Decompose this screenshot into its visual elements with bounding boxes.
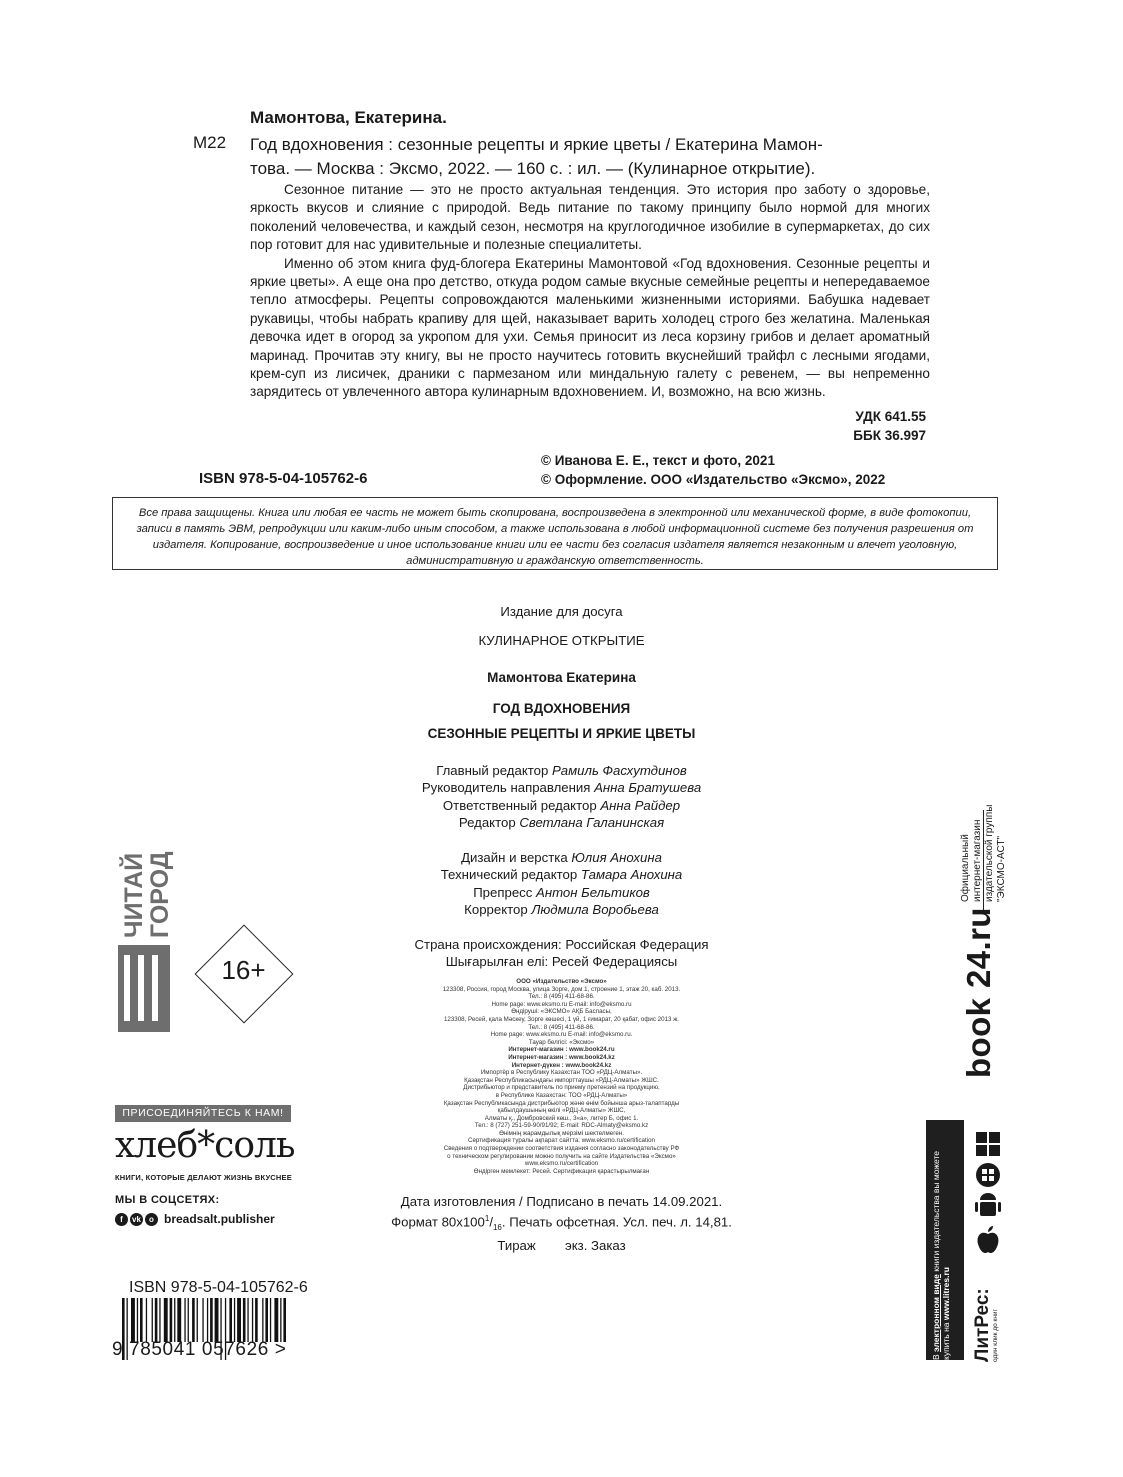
credit-line	[360, 884, 763, 901]
odnoklassniki-icon[interactable]: o	[145, 1213, 158, 1226]
chitai-logo-stripe	[152, 955, 158, 1021]
imprint-line: Интернет-магазин : www.book24.ru	[508, 1046, 615, 1054]
book24-logo[interactable]: book 24.ru	[960, 907, 997, 1078]
barcode-digits: 9 785041 057626 >	[112, 1339, 287, 1360]
credit-role: Технический редактор	[440, 867, 578, 883]
imprint-line: Сведения о подтверждении соответствия издания согласно законодательству РФ	[443, 1145, 680, 1153]
barcode-bar	[159, 1298, 160, 1342]
credit-name: Анна Братушева	[594, 780, 702, 796]
barcode-bar	[137, 1298, 138, 1342]
divider	[983, 810, 984, 910]
format-sup: 1	[484, 1214, 490, 1224]
credit-role: Редактор	[458, 815, 516, 831]
imprint-line: 123308, Ресей, қала Мәскеу, Зорге көшесі, 1 үй, 1 ғимарат, 20 қабат, офис 2013 ж.	[443, 1015, 680, 1023]
edition-author: Мамонтова Екатерина	[487, 670, 636, 685]
credit-role: Корректор	[464, 902, 528, 918]
imprint-line: Қазақстан Республикасында дистрибьютор және өнім бойынша арыз-талаптарды	[443, 1099, 680, 1107]
litres-banner-text	[931, 1151, 951, 1360]
format-text: Формат 80x100	[391, 1214, 485, 1230]
barcode-bar	[202, 1298, 203, 1342]
barcode-bar	[237, 1298, 241, 1342]
barcode-bar	[164, 1298, 168, 1342]
edition-type: Издание для досуга	[500, 604, 623, 619]
barcode-bar	[197, 1298, 198, 1342]
imprint-line: Тел.: 8 (495) 411-68-86.	[528, 1023, 595, 1031]
barcode-bar	[174, 1298, 175, 1342]
edition-subtitle: СЕЗОННЫЕ РЕЦЕПТЫ И ЯРКИЕ ЦВЕТЫ	[427, 726, 696, 741]
credit-line	[360, 797, 763, 814]
abstract-paragraph-2: Именно об этом книга фуд-блогера Екатерины Мамонтовой «Год вдохновения. Сезонные рецепты и яркие цветы». А еще она про детство, откуда родом самые вкусные семейные рецепты и непередаваемое тепло атмосферы. Рецепты сопровождаются маленькими жизненными историями. Бабушка надевает рукавицы, чтобы набрать крапиву для щей, наказывает варить холодец строго без желатина. Маленькая девочка идет в огород за укропом для ухи. Семья приносит из леса корзину грибов и делает ароматный маринад. Прочитав эту книгу, вы не просто научитесь готовить вкуснейший трайфл с лесными ягодами, крем-суп из лисичек, драники с пармезаном или миндальную галету с ревенем, — вы непременно зарядитесь от увлеченного автора кулинарным вдохновением. И, возможно, на всю жизнь.	[250, 255, 930, 400]
credit-line	[360, 814, 763, 831]
copyright-design: © Оформление. ООО «Издательство «Эксмо», 2022	[541, 472, 886, 487]
barcode-bar	[265, 1298, 268, 1342]
imprint-line: қабылдаушының өкілі «РДЦ-Алматы» ЖШС,	[497, 1107, 626, 1115]
social-handle: breadsalt.publisher	[164, 1212, 275, 1226]
imprint-line: Өнімнің жарамдылық мерзімі шектелмеген.	[499, 1129, 624, 1137]
official-store-note	[960, 805, 1008, 902]
chitai-logo-stripe	[138, 955, 144, 1021]
credit-role: Дизайн и верстка	[461, 850, 568, 865]
credit-name: Тамара Анохина	[580, 867, 683, 883]
windows-icon	[976, 1132, 1000, 1156]
imprint-line: Тел.: 8 (727) 251-59-90/91/92; E-mail: RDC-Almaty@eksmo.kz	[474, 1122, 649, 1130]
credit-line	[360, 849, 763, 866]
barcode-bar	[262, 1298, 263, 1342]
barcode-bar	[255, 1298, 258, 1342]
litres-text-b: электронном виде	[931, 1274, 941, 1352]
litres-text-a: В	[931, 1351, 941, 1360]
barcode-bar	[229, 1298, 232, 1342]
age-rating: 16+	[221, 955, 266, 985]
litres-line-1	[931, 1151, 941, 1360]
barcode-bar	[192, 1298, 195, 1342]
imprint-line: в Республике Казахстан: ТОО «РДЦ-Алматы»	[495, 1091, 628, 1099]
copyrights	[541, 451, 885, 489]
barcode-bar	[247, 1298, 248, 1342]
barcode-bar	[210, 1298, 213, 1342]
barcode-bar	[188, 1298, 189, 1342]
imprint-line: Интернет-магазин : www.book24.kz	[508, 1053, 615, 1061]
publisher-imprint	[360, 978, 763, 1175]
social-links	[115, 1212, 275, 1226]
store-icons	[973, 1130, 1003, 1262]
classification	[700, 407, 926, 445]
age-rating-badge	[195, 925, 292, 1022]
rights-notice: Все права защищены. Книга или любая ее часть не может быть скопирована, воспроизведена в электронной или механической форме, в виде фотокопии, записи в память ЭВМ, репродукции или каким-либо иным способом, а также использована в любой информационной системе без получения разрешения от издателя. Копирование, воспроизведение и иное использование книги или ее части без согласия издателя является незаконным и влечет уголовную, административную и гражданскую ответственность.	[112, 497, 998, 570]
print-format: Формат $80x100^1/_{16}$. Печать офсетная. Усл. печ. л. 14,81.	[391, 1214, 732, 1233]
imprint-line: www.eksmo.ru/certification	[524, 1160, 599, 1168]
bbk: ББК 36.997	[853, 428, 926, 443]
litres-logo: ЛитРес:	[972, 1288, 993, 1362]
barcode-bar	[274, 1298, 278, 1342]
print-data	[360, 1193, 763, 1254]
barcode-bar	[146, 1298, 147, 1342]
barcode-bar	[215, 1298, 219, 1342]
credit-line	[360, 779, 763, 796]
credit-role: Ответственный редактор	[442, 797, 597, 813]
copyright-text: © Иванова Е. Е., текст и фото, 2021	[541, 453, 775, 468]
chitai-gorod-logo	[118, 825, 174, 1032]
imprint-line: Дистрибьютор и представитель по приему претензий на продукцию,	[463, 1084, 660, 1092]
abstract	[250, 181, 930, 402]
bib-author: Мамонтова, Екатерина.	[250, 108, 447, 127]
credit-role: Главный редактор	[436, 763, 549, 778]
imprint-line: Интернет-дүкен : www.book24.kz	[511, 1061, 612, 1069]
social-label: МЫ В СОЦСЕТЯХ:	[115, 1194, 220, 1206]
credits-editorial	[360, 762, 763, 832]
abstract-paragraph-1: Сезонное питание — это не просто актуальная тенденция. Это история про заботу о здоровье, яркость вкусов и слияние с природой. Ведь питание по такому принципу было нормой для многих поколений человечества, и каждый сезон, несмотря на круглогодичное изобилие в супермаркетах, до сих пор готовит для нас удивительные и полезные специалитеты.	[250, 182, 930, 253]
bib-title-line-2: това. — Москва : Эксмо, 2022. — 160 с. : ил. — (Кулинарное открытие).	[250, 159, 816, 178]
credit-role: Руководитель направления	[421, 780, 591, 796]
barcode-bar	[155, 1298, 158, 1342]
origin	[360, 936, 763, 971]
isbn-barcode-label: ISBN 978-5-04-105762-6	[129, 1279, 308, 1296]
windows-phone-icon	[976, 1163, 1000, 1187]
barcode-bar	[280, 1298, 281, 1342]
hleb-sol-logo: хлеб*соль	[115, 1125, 295, 1166]
hleb-sol-tagline: КНИГИ, КОТОРЫЕ ДЕЛАЮТ ЖИЗНЬ ВКУСНЕЕ	[115, 1173, 292, 1182]
imprint-line: ООО «Издательство «Эксмо»	[516, 978, 607, 985]
imprint-line: Home page: www.eksmo.ru E-mail: info@eksmo.ru.	[490, 1031, 633, 1039]
litres-text-d: купить на	[941, 1320, 951, 1360]
credit-role: Препресс	[473, 884, 533, 900]
barcode-bar	[152, 1298, 153, 1342]
credit-name: Юлия Анохина	[571, 850, 662, 865]
credit-line	[360, 866, 763, 883]
credit-line	[360, 762, 763, 779]
print-date: Дата изготовления / Подписано в печать 14.09.2021.	[400, 1194, 723, 1209]
barcode-bar	[270, 1298, 271, 1342]
format-sub: 16	[492, 1223, 502, 1233]
credit-name: Анна Райдер	[600, 797, 681, 813]
facebook-icon[interactable]: f	[115, 1213, 128, 1226]
chitai-word: ЧИТАЙ	[120, 852, 148, 938]
official-line: интернет-магазин	[972, 819, 983, 902]
credits-production	[360, 849, 763, 919]
imprint-line: Сертификация туралы ақпарат сайтта: www.eksmo.ru/certification	[468, 1137, 655, 1145]
udk: УДК 641.55	[855, 409, 926, 424]
barcode-bar	[243, 1298, 246, 1342]
barcode-bar	[207, 1298, 208, 1342]
credit-name: Светлана Галанинская	[519, 815, 665, 831]
litres-line-2	[941, 1151, 951, 1360]
official-line: Официальный	[960, 834, 971, 902]
format-rest: . Печать офсетная. Усл. печ. л. 14,81.	[501, 1214, 732, 1230]
imprint-line: Тауар белгісі: «Эксмо»	[528, 1038, 595, 1046]
barcode-bar	[170, 1298, 173, 1342]
barcode-bar	[177, 1298, 181, 1342]
imprint-line: Алматы қ., Домбровский көш., 3«а», литер Б, офис 1.	[484, 1114, 639, 1122]
litres-tagline: один клик до книг	[992, 1309, 999, 1362]
series-name: КУЛИНАРНОЕ ОТКРЫТИЕ	[478, 633, 645, 648]
litres-text-c: книги издательства вы можете	[931, 1151, 941, 1275]
imprint-line: Қазақстан Республикасындағы импорттаушы «РДЦ-Алматы» ЖШС.	[464, 1076, 659, 1084]
barcode-bar	[252, 1298, 253, 1342]
apple-icon	[978, 1226, 999, 1253]
barcode-bar	[131, 1298, 135, 1342]
imprint-line: Тел.: 8 (495) 411-68-86.	[528, 993, 595, 1001]
bib-title-line-1: Год вдохновения : сезонные рецепты и яркие цветы / Екатерина Мамон-	[250, 135, 823, 154]
litres-url[interactable]: www.litres.ru	[941, 1267, 951, 1321]
bib-title	[250, 133, 930, 181]
author-code: М22	[193, 133, 227, 152]
vk-icon[interactable]: vk	[130, 1213, 143, 1226]
imprint-line: о техническом регулировании можно получить на сайте Издательства «Эксмо»	[447, 1152, 676, 1160]
imprint-line: Өндірген мемлекет: Ресей. Сертификация қарастырылмаған	[473, 1167, 650, 1175]
chitai-logo-stripe	[124, 955, 130, 1021]
barcode-bar	[140, 1298, 143, 1342]
barcode-bar	[234, 1298, 235, 1342]
isbn-top: ISBN 978-5-04-105762-6	[199, 470, 368, 487]
credit-name: Рамиль Фасхутдинов	[552, 763, 687, 778]
barcode-bar	[184, 1298, 185, 1342]
imprint-line: Home page: www.eksmo.ru E-mail: info@eksmo.ru	[491, 1000, 632, 1008]
official-line: "ЭКСМО-АСТ"	[996, 836, 1007, 902]
gorod-word: ГОРОД	[146, 851, 174, 938]
join-banner: ПРИСОЕДИНЯЙТЕСЬ К НАМ!	[115, 1105, 291, 1122]
imprint-line: Импортёр в Республику Казахстан ТОО «РДЦ-Алматы».	[480, 1069, 643, 1077]
credit-name: Антон Бельтиков	[536, 884, 650, 900]
origin-kz: Шығарылған елі: Ресей Федерациясы	[445, 954, 678, 970]
imprint-line: Өндіруші: «ЭКСМО» АҚБ Баспасы,	[511, 1008, 612, 1016]
android-icon	[975, 1193, 1001, 1216]
imprint-line: 123308, Россия, город Москва, улица Зорге, дом 1, строение 1, этаж 20, каб. 2013.	[442, 985, 681, 993]
barcode-bar	[283, 1298, 286, 1342]
credit-line	[360, 901, 763, 918]
official-line: издательской группы	[984, 804, 995, 902]
credit-name: Людмила Воробьева	[531, 902, 659, 918]
print-run: Тираж экз. Заказ	[497, 1237, 626, 1253]
origin-ru: Страна происхождения: Российская Федерация	[414, 937, 709, 952]
edition-title: ГОД ВДОХНОВЕНИЯ	[492, 701, 631, 716]
